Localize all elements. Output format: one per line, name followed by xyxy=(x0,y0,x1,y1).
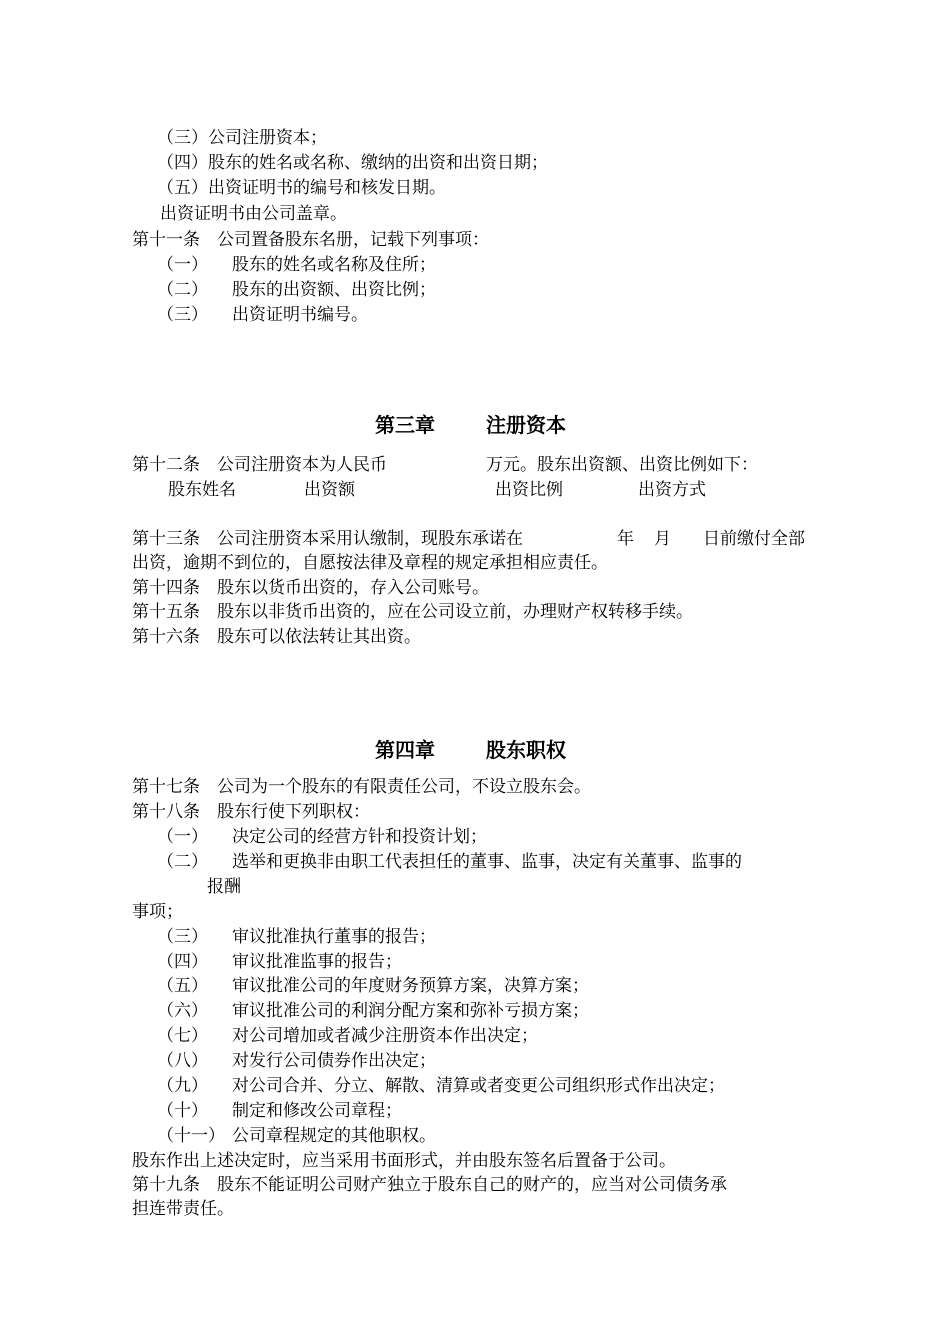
article-17: 第十七条 公司为一个股东的有限责任公司，不设立股东会。 xyxy=(132,777,591,797)
list-item: 股东的姓名或名称及住所； xyxy=(232,255,436,275)
table-header-amount: 出资额 xyxy=(304,480,355,500)
article-13-month: 月 xyxy=(654,529,671,549)
list-item: 选举和更换非由职工代表担任的董事、监事，决定有关董事、监事的 xyxy=(232,852,742,872)
chapter-3-number: 第三章 xyxy=(375,413,435,437)
list-item-number: （三） xyxy=(157,927,208,947)
list-item-number: （七） xyxy=(157,1026,208,1046)
list-item: 审议批准公司的年度财务预算方案，决算方案； xyxy=(232,976,589,996)
list-item: 对公司增加或者减少注册资本作出决定； xyxy=(232,1026,538,1046)
chapter-4-number: 第四章 xyxy=(375,738,435,762)
table-header-shareholder-name: 股东姓名 xyxy=(168,480,236,500)
article-19: 第十九条 股东不能证明公司财产独立于股东自己的财产的，应当对公司债务承 xyxy=(132,1175,727,1195)
article-12-cont: 万元。股东出资额、出资比例如下： xyxy=(486,455,758,475)
list-item: 决定公司的经营方针和投资计划； xyxy=(232,827,487,847)
article-11: 第十一条 公司置备股东名册，记载下列事项： xyxy=(132,230,489,250)
list-item-number: （二） xyxy=(157,280,208,300)
list-item: （四）股东的姓名或名称、缴纳的出资和出资日期； xyxy=(157,153,548,173)
list-item: 对公司合并、分立、解散、清算或者变更公司组织形式作出决定； xyxy=(232,1076,725,1096)
list-item: 审议批准监事的报告； xyxy=(232,952,402,972)
list-item-number: （三） xyxy=(157,305,208,325)
list-item: 审议批准执行董事的报告； xyxy=(232,927,436,947)
list-item-number: （十一） xyxy=(157,1126,225,1146)
table-header-method: 出资方式 xyxy=(638,480,706,500)
list-item: （五）出资证明书的编号和核发日期。 xyxy=(157,178,446,198)
list-item: 制定和修改公司章程； xyxy=(232,1101,402,1121)
article-13: 第十三条 公司注册资本采用认缴制，现股东承诺在 xyxy=(132,529,523,549)
list-item-number: （八） xyxy=(157,1051,208,1071)
article-19-cont: 担连带责任。 xyxy=(132,1199,234,1219)
list-item-number: （九） xyxy=(157,1076,208,1096)
chapter-3-title: 注册资本 xyxy=(486,413,566,437)
list-item-number: （一） xyxy=(157,255,208,275)
list-item-number: （十） xyxy=(157,1101,208,1121)
article-14: 第十四条 股东以货币出资的，存入公司账号。 xyxy=(132,578,489,598)
article-12: 第十二条 公司注册资本为人民币 xyxy=(132,455,387,475)
article-13-cont: 日前缴付全部 xyxy=(703,529,805,549)
article-18: 第十八条 股东行使下列职权： xyxy=(132,802,370,822)
list-item: 对发行公司债券作出决定； xyxy=(232,1051,436,1071)
paragraph: 出资证明书由公司盖章。 xyxy=(160,204,347,224)
table-header-ratio: 出资比例 xyxy=(495,480,563,500)
list-item: 出资证明书编号。 xyxy=(232,305,368,325)
list-item: （三）公司注册资本； xyxy=(157,128,327,148)
list-item-number: （二） xyxy=(157,852,208,872)
article-13-cont2: 出资，逾期不到位的，自愿按法律及章程的规定承担相应责任。 xyxy=(132,553,608,573)
list-item-number: （五） xyxy=(157,976,208,996)
chapter-4-title: 股东职权 xyxy=(486,738,566,762)
list-item-cont: 报酬 xyxy=(207,877,241,897)
list-item-number: （六） xyxy=(157,1001,208,1021)
list-item-cont: 事项； xyxy=(132,902,183,922)
list-item-number: （四） xyxy=(157,952,208,972)
article-16: 第十六条 股东可以依法转让其出资。 xyxy=(132,627,421,647)
list-item: 审议批准公司的利润分配方案和弥补亏损方案； xyxy=(232,1001,589,1021)
article-13-year: 年 xyxy=(617,529,634,549)
closing-paragraph: 股东作出上述决定时，应当采用书面形式，并由股东签名后置备于公司。 xyxy=(132,1151,676,1171)
list-item-number: （一） xyxy=(157,827,208,847)
list-item: 股东的出资额、出资比例； xyxy=(232,280,436,300)
list-item: 公司章程规定的其他职权。 xyxy=(232,1126,436,1146)
article-15: 第十五条 股东以非货币出资的，应在公司设立前，办理财产权转移手续。 xyxy=(132,602,693,622)
